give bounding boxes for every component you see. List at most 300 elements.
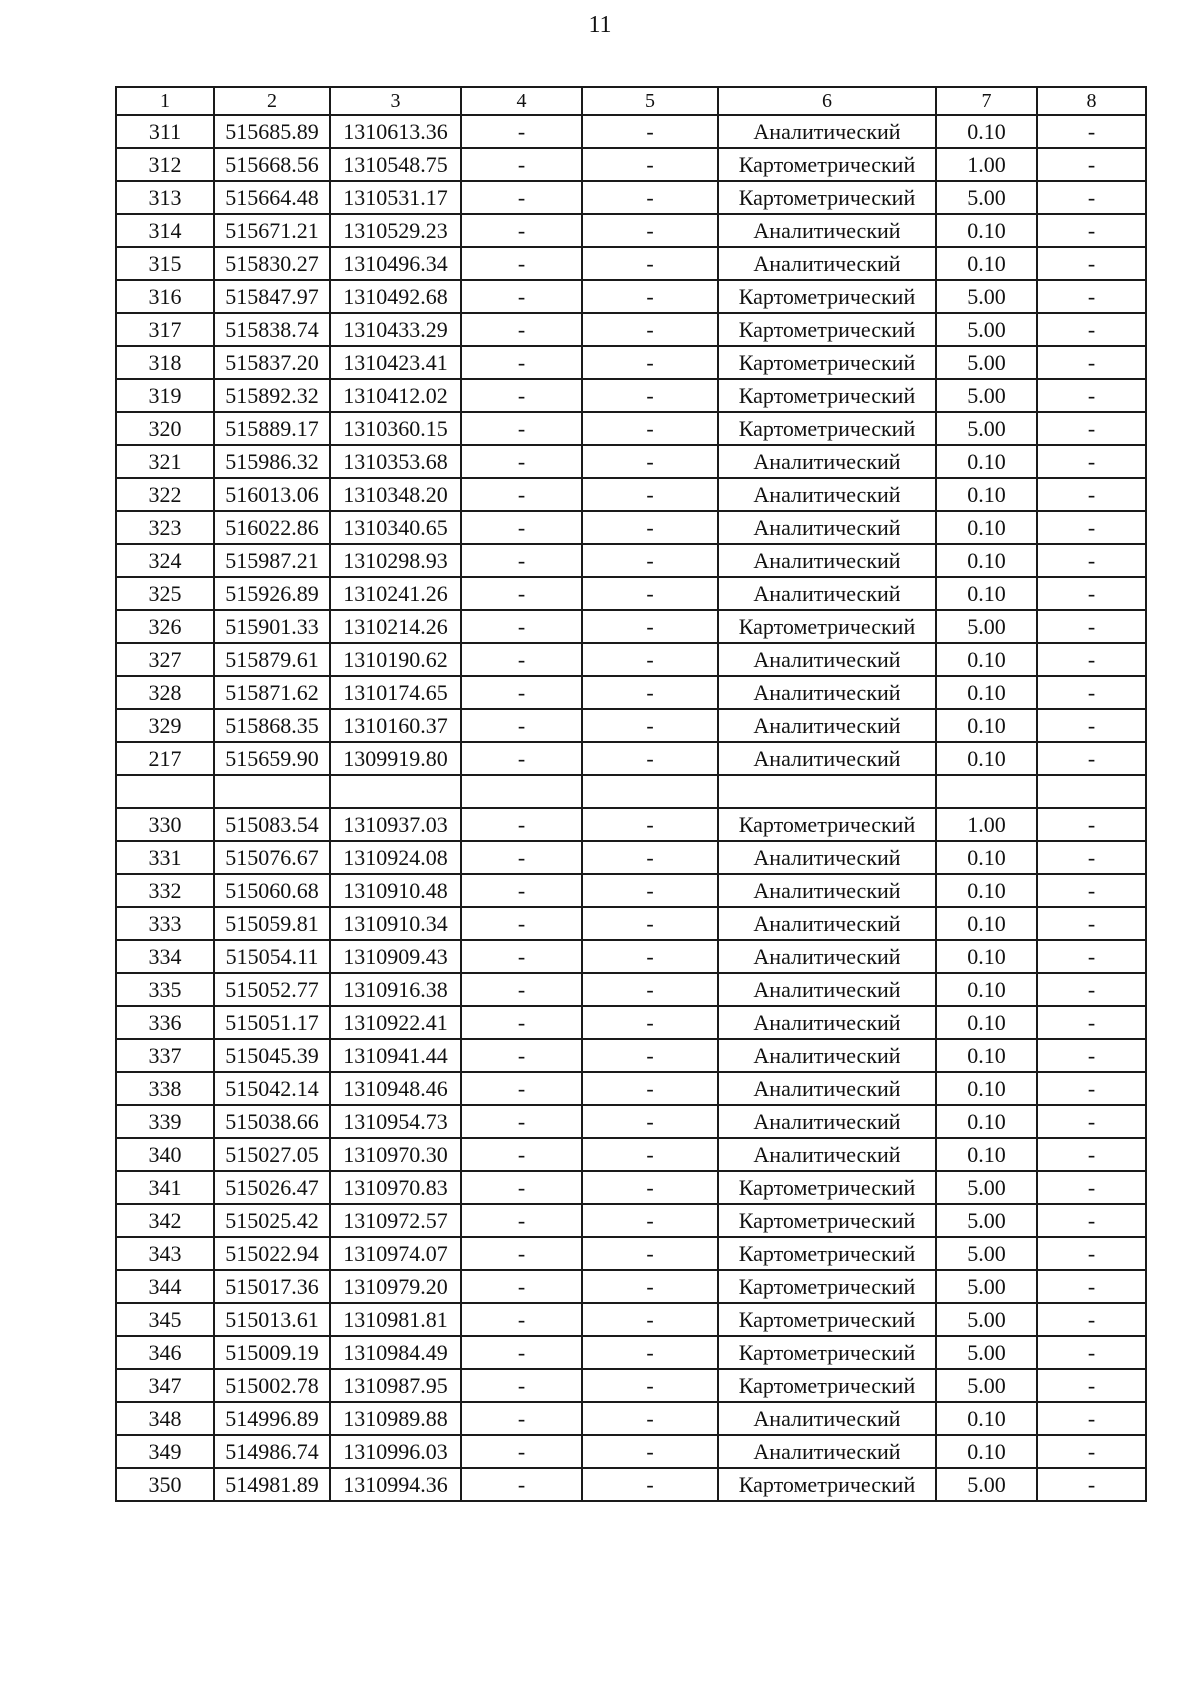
table-cell-col-3: 1310174.65 <box>330 676 461 709</box>
table-cell-col-6: Аналитический <box>718 643 936 676</box>
table-cell-col-2: 515060.68 <box>214 874 330 907</box>
table-row <box>116 1237 1146 1270</box>
table-cell-col-7: 0.10 <box>936 676 1037 709</box>
table-cell-col-8: - <box>1037 1468 1146 1501</box>
table-cell-col-8: - <box>1037 1303 1146 1336</box>
table-cell-col-7: 0.10 <box>936 1138 1037 1171</box>
table-cell-col-3: 1310613.36 <box>330 115 461 148</box>
table-row <box>116 1270 1146 1303</box>
table-cell-col-3: 1310412.02 <box>330 379 461 412</box>
table-cell-col-2: 514986.74 <box>214 1435 330 1468</box>
table-cell-col-2: 515837.20 <box>214 346 330 379</box>
table-cell-col-2: 515901.33 <box>214 610 330 643</box>
table-cell-col-6: Картометрический <box>718 346 936 379</box>
table-cell-col-2: 515926.89 <box>214 577 330 610</box>
table-cell-col-8: - <box>1037 511 1146 544</box>
table-cell-col-4: - <box>461 115 582 148</box>
table-cell-col-6: Аналитический <box>718 1435 936 1468</box>
table-cell-col-4: - <box>461 610 582 643</box>
table-cell-col-8: - <box>1037 577 1146 610</box>
table-cell-col-4: - <box>461 214 582 247</box>
table-row <box>116 379 1146 412</box>
table-cell-col-6 <box>718 775 936 808</box>
table-row <box>116 478 1146 511</box>
table-cell-col-5: - <box>582 148 718 181</box>
table-row <box>116 1072 1146 1105</box>
table-cell-col-6: Картометрический <box>718 1303 936 1336</box>
table-cell-col-4: - <box>461 643 582 676</box>
table-cell-col-7: 5.00 <box>936 1336 1037 1369</box>
table-cell-col-8: - <box>1037 1039 1146 1072</box>
table-cell-col-8: - <box>1037 1105 1146 1138</box>
table-cell-col-6: Аналитический <box>718 511 936 544</box>
table-cell-col-4: - <box>461 973 582 1006</box>
table-cell-col-4: - <box>461 1435 582 1468</box>
table-header-row <box>116 87 1146 115</box>
table-cell-col-8: - <box>1037 181 1146 214</box>
table-row <box>116 1336 1146 1369</box>
table-cell-col-3: 1310433.29 <box>330 313 461 346</box>
table-cell-col-3: 1310298.93 <box>330 544 461 577</box>
table-cell-col-8: - <box>1037 742 1146 775</box>
table-cell-col-5: - <box>582 544 718 577</box>
column-header-6: 6 <box>718 87 936 115</box>
table-cell-col-1: 319 <box>116 379 214 412</box>
table-cell-col-7: 0.10 <box>936 511 1037 544</box>
table-row <box>116 247 1146 280</box>
table-cell-col-1: 324 <box>116 544 214 577</box>
table-cell-col-3: 1310340.65 <box>330 511 461 544</box>
table-cell-col-2: 515892.32 <box>214 379 330 412</box>
table-cell-col-2: 515083.54 <box>214 808 330 841</box>
table-cell-col-4: - <box>461 907 582 940</box>
table-cell-col-6: Картометрический <box>718 1369 936 1402</box>
table-cell-col-6: Аналитический <box>718 115 936 148</box>
table-cell-col-3: 1310987.95 <box>330 1369 461 1402</box>
table-cell-col-2: 515025.42 <box>214 1204 330 1237</box>
table-cell-col-3: 1310970.83 <box>330 1171 461 1204</box>
table-cell-col-8: - <box>1037 676 1146 709</box>
table-cell-col-5: - <box>582 280 718 313</box>
table-cell-col-2: 515076.67 <box>214 841 330 874</box>
table-row <box>116 1204 1146 1237</box>
table-cell-col-7: 5.00 <box>936 181 1037 214</box>
table-cell-col-7: 5.00 <box>936 412 1037 445</box>
table-cell-col-1: 327 <box>116 643 214 676</box>
table-cell-col-3: 1309919.80 <box>330 742 461 775</box>
table-cell-col-2: 515002.78 <box>214 1369 330 1402</box>
table-row <box>116 610 1146 643</box>
table-cell-col-2: 516013.06 <box>214 478 330 511</box>
table-cell-col-3: 1310979.20 <box>330 1270 461 1303</box>
table-cell-col-3: 1310924.08 <box>330 841 461 874</box>
table-cell-col-8: - <box>1037 808 1146 841</box>
table-cell-col-3: 1310937.03 <box>330 808 461 841</box>
table-cell-col-6: Картометрический <box>718 610 936 643</box>
table-cell-col-6: Аналитический <box>718 742 936 775</box>
table-cell-col-6: Аналитический <box>718 247 936 280</box>
table-cell-col-8: - <box>1037 874 1146 907</box>
table-cell-col-1: 321 <box>116 445 214 478</box>
table-row <box>116 709 1146 742</box>
table-row <box>116 1468 1146 1501</box>
table-cell-col-8: - <box>1037 973 1146 1006</box>
table-cell-col-7: 0.10 <box>936 973 1037 1006</box>
table-cell-col-5: - <box>582 643 718 676</box>
table-cell-col-7: 0.10 <box>936 709 1037 742</box>
table-cell-col-4: - <box>461 841 582 874</box>
table-cell-col-2: 515052.77 <box>214 973 330 1006</box>
table-cell-col-5: - <box>582 313 718 346</box>
table-cell-col-6: Аналитический <box>718 1039 936 1072</box>
table-cell-col-6: Картометрический <box>718 379 936 412</box>
table-cell-col-8: - <box>1037 412 1146 445</box>
coordinates-table <box>115 86 1147 1502</box>
table-cell-col-8: - <box>1037 346 1146 379</box>
table-cell-col-7: 0.10 <box>936 907 1037 940</box>
table-cell-col-5: - <box>582 1237 718 1270</box>
table-cell-col-1: 318 <box>116 346 214 379</box>
table-cell-col-6: Картометрический <box>718 1270 936 1303</box>
table-cell-col-2 <box>214 775 330 808</box>
table-cell-col-1: 325 <box>116 577 214 610</box>
table-cell-col-1: 331 <box>116 841 214 874</box>
table-cell-col-8: - <box>1037 148 1146 181</box>
table-cell-col-3: 1310492.68 <box>330 280 461 313</box>
table-cell-col-3: 1310910.48 <box>330 874 461 907</box>
table-cell-col-7: 0.10 <box>936 874 1037 907</box>
table-cell-col-1: 340 <box>116 1138 214 1171</box>
table-cell-col-5: - <box>582 1204 718 1237</box>
table-cell-col-6: Аналитический <box>718 577 936 610</box>
table-cell-col-8: - <box>1037 643 1146 676</box>
table-cell-col-2: 515022.94 <box>214 1237 330 1270</box>
table-cell-col-8: - <box>1037 544 1146 577</box>
table-cell-col-2: 515889.17 <box>214 412 330 445</box>
table-cell-col-5: - <box>582 346 718 379</box>
table-cell-col-7: 5.00 <box>936 280 1037 313</box>
table-cell-col-2: 515671.21 <box>214 214 330 247</box>
table-cell-col-7: 1.00 <box>936 148 1037 181</box>
table-cell-col-8: - <box>1037 1435 1146 1468</box>
table-row <box>116 1105 1146 1138</box>
table-cell-col-3: 1310909.43 <box>330 940 461 973</box>
table-cell-col-1: 336 <box>116 1006 214 1039</box>
table-cell-col-5: - <box>582 1270 718 1303</box>
table-cell-col-7: 0.10 <box>936 940 1037 973</box>
table-row <box>116 280 1146 313</box>
table-cell-col-3: 1310954.73 <box>330 1105 461 1138</box>
table-cell-col-1: 332 <box>116 874 214 907</box>
table-row <box>116 511 1146 544</box>
table-cell-col-3: 1310970.30 <box>330 1138 461 1171</box>
table-cell-col-5: - <box>582 676 718 709</box>
table-row <box>116 313 1146 346</box>
table-row <box>116 874 1146 907</box>
table-cell-col-1: 342 <box>116 1204 214 1237</box>
table-cell-col-2: 515659.90 <box>214 742 330 775</box>
table-cell-col-3: 1310360.15 <box>330 412 461 445</box>
table-cell-col-5: - <box>582 610 718 643</box>
table-cell-col-3: 1310916.38 <box>330 973 461 1006</box>
column-header-2: 2 <box>214 87 330 115</box>
table-cell-col-7: 0.10 <box>936 643 1037 676</box>
table-cell-col-1: 312 <box>116 148 214 181</box>
table-cell-col-8: - <box>1037 379 1146 412</box>
table-cell-col-5: - <box>582 511 718 544</box>
table-cell-col-4: - <box>461 1468 582 1501</box>
table-cell-col-5: - <box>582 412 718 445</box>
table-cell-col-6: Картометрический <box>718 1204 936 1237</box>
table-cell-col-2: 515987.21 <box>214 544 330 577</box>
table-cell-col-7: 0.10 <box>936 1435 1037 1468</box>
table-cell-col-1: 349 <box>116 1435 214 1468</box>
table-cell-col-4: - <box>461 1237 582 1270</box>
table-cell-col-4: - <box>461 1369 582 1402</box>
table-cell-col-3: 1310548.75 <box>330 148 461 181</box>
table-cell-col-6: Картометрический <box>718 1171 936 1204</box>
table-cell-col-6: Аналитический <box>718 214 936 247</box>
table-cell-col-6: Аналитический <box>718 940 936 973</box>
table-cell-col-5: - <box>582 1303 718 1336</box>
table-cell-col-7: 0.10 <box>936 577 1037 610</box>
table-cell-col-1: 320 <box>116 412 214 445</box>
table-cell-col-3: 1310984.49 <box>330 1336 461 1369</box>
table-cell-col-5: - <box>582 181 718 214</box>
table-cell-col-7: 0.10 <box>936 115 1037 148</box>
table-cell-col-2: 515879.61 <box>214 643 330 676</box>
table-cell-col-6: Аналитический <box>718 709 936 742</box>
table-cell-col-4: - <box>461 1270 582 1303</box>
table-cell-col-8: - <box>1037 1237 1146 1270</box>
table-cell-col-5: - <box>582 742 718 775</box>
table-cell-col-6: Аналитический <box>718 1072 936 1105</box>
table-cell-col-8: - <box>1037 1072 1146 1105</box>
table-cell-col-6: Аналитический <box>718 445 936 478</box>
table-cell-col-8: - <box>1037 445 1146 478</box>
table-cell-col-1: 344 <box>116 1270 214 1303</box>
table-cell-col-1: 335 <box>116 973 214 1006</box>
table-cell-col-4: - <box>461 1039 582 1072</box>
table-cell-col-6: Картометрический <box>718 313 936 346</box>
table-cell-col-1: 345 <box>116 1303 214 1336</box>
table-cell-col-1: 313 <box>116 181 214 214</box>
table-cell-col-5: - <box>582 1402 718 1435</box>
table-cell-col-1: 217 <box>116 742 214 775</box>
table-cell-col-8: - <box>1037 1138 1146 1171</box>
table-cell-col-1: 315 <box>116 247 214 280</box>
table-cell-col-8: - <box>1037 1402 1146 1435</box>
table-cell-col-5: - <box>582 247 718 280</box>
table-cell-col-2: 514996.89 <box>214 1402 330 1435</box>
table-cell-col-2: 516022.86 <box>214 511 330 544</box>
table-cell-col-3: 1310972.57 <box>330 1204 461 1237</box>
table-cell-col-4 <box>461 775 582 808</box>
table-cell-col-8: - <box>1037 907 1146 940</box>
table-cell-col-5: - <box>582 1006 718 1039</box>
table-cell-col-5: - <box>582 214 718 247</box>
table-cell-col-2: 515017.36 <box>214 1270 330 1303</box>
table-cell-col-7: 5.00 <box>936 1270 1037 1303</box>
table-cell-col-3: 1310214.26 <box>330 610 461 643</box>
table-separator-row <box>116 775 1146 808</box>
table-cell-col-4: - <box>461 313 582 346</box>
table-cell-col-5 <box>582 775 718 808</box>
table-cell-col-4: - <box>461 1303 582 1336</box>
table-cell-col-3: 1310496.34 <box>330 247 461 280</box>
table-row <box>116 445 1146 478</box>
table-cell-col-6: Картометрический <box>718 280 936 313</box>
table-row <box>116 1171 1146 1204</box>
table-cell-col-2: 515027.05 <box>214 1138 330 1171</box>
table-cell-col-2: 515059.81 <box>214 907 330 940</box>
table-cell-col-3: 1310981.81 <box>330 1303 461 1336</box>
table-cell-col-4: - <box>461 874 582 907</box>
table-cell-col-5: - <box>582 874 718 907</box>
table-cell-col-2: 515830.27 <box>214 247 330 280</box>
table-cell-col-2: 515009.19 <box>214 1336 330 1369</box>
table-cell-col-7: 0.10 <box>936 1006 1037 1039</box>
table-cell-col-4: - <box>461 1138 582 1171</box>
table-cell-col-7: 5.00 <box>936 379 1037 412</box>
table-cell-col-7: 5.00 <box>936 1369 1037 1402</box>
table-cell-col-1: 339 <box>116 1105 214 1138</box>
table-cell-col-7: 0.10 <box>936 1072 1037 1105</box>
table-cell-col-4: - <box>461 1105 582 1138</box>
table-cell-col-3: 1310974.07 <box>330 1237 461 1270</box>
table-row <box>116 973 1146 1006</box>
table-row <box>116 643 1146 676</box>
table-cell-col-8: - <box>1037 478 1146 511</box>
table-cell-col-3: 1310989.88 <box>330 1402 461 1435</box>
table-cell-col-4: - <box>461 676 582 709</box>
table-cell-col-1: 322 <box>116 478 214 511</box>
table-cell-col-8: - <box>1037 940 1146 973</box>
table-cell-col-4: - <box>461 1336 582 1369</box>
table-cell-col-4: - <box>461 742 582 775</box>
table-row <box>116 1435 1146 1468</box>
table-cell-col-7: 1.00 <box>936 808 1037 841</box>
table-row <box>116 412 1146 445</box>
table-cell-col-2: 515013.61 <box>214 1303 330 1336</box>
table-cell-col-2: 515026.47 <box>214 1171 330 1204</box>
table-cell-col-7: 0.10 <box>936 247 1037 280</box>
table-cell-col-8: - <box>1037 610 1146 643</box>
table-cell-col-5: - <box>582 577 718 610</box>
table-cell-col-7: 0.10 <box>936 1105 1037 1138</box>
table-cell-col-2: 515868.35 <box>214 709 330 742</box>
column-header-7: 7 <box>936 87 1037 115</box>
table-row <box>116 1006 1146 1039</box>
table-cell-col-1: 348 <box>116 1402 214 1435</box>
table-body <box>116 87 1146 1501</box>
table-cell-col-4: - <box>461 808 582 841</box>
table-cell-col-6: Аналитический <box>718 676 936 709</box>
table-cell-col-1: 346 <box>116 1336 214 1369</box>
table-cell-col-8: - <box>1037 1369 1146 1402</box>
table-cell-col-3: 1310241.26 <box>330 577 461 610</box>
table-cell-col-6: Аналитический <box>718 1105 936 1138</box>
table-cell-col-4: - <box>461 379 582 412</box>
table-cell-col-4: - <box>461 1402 582 1435</box>
table-cell-col-3: 1310353.68 <box>330 445 461 478</box>
table-cell-col-8: - <box>1037 1006 1146 1039</box>
table-cell-col-2: 515847.97 <box>214 280 330 313</box>
table-cell-col-4: - <box>461 247 582 280</box>
table-cell-col-1: 316 <box>116 280 214 313</box>
column-header-1: 1 <box>116 87 214 115</box>
table-cell-col-4: - <box>461 280 582 313</box>
table-cell-col-3: 1310160.37 <box>330 709 461 742</box>
table-cell-col-1: 329 <box>116 709 214 742</box>
table-cell-col-3: 1310922.41 <box>330 1006 461 1039</box>
table-cell-col-2: 515051.17 <box>214 1006 330 1039</box>
table-cell-col-3: 1310996.03 <box>330 1435 461 1468</box>
table-cell-col-1: 337 <box>116 1039 214 1072</box>
table-cell-col-4: - <box>461 478 582 511</box>
table-cell-col-4: - <box>461 1204 582 1237</box>
table-row <box>116 181 1146 214</box>
table-cell-col-8: - <box>1037 1204 1146 1237</box>
table-cell-col-5: - <box>582 841 718 874</box>
table-cell-col-4: - <box>461 1006 582 1039</box>
table-cell-col-7: 5.00 <box>936 1237 1037 1270</box>
table-row <box>116 1138 1146 1171</box>
table-cell-col-6: Картометрический <box>718 808 936 841</box>
table-row <box>116 544 1146 577</box>
table-cell-col-5: - <box>582 1336 718 1369</box>
table-cell-col-1: 326 <box>116 610 214 643</box>
table-cell-col-5: - <box>582 379 718 412</box>
table-cell-col-4: - <box>461 511 582 544</box>
table-cell-col-5: - <box>582 907 718 940</box>
table-cell-col-7: 5.00 <box>936 1303 1037 1336</box>
table-cell-col-4: - <box>461 1171 582 1204</box>
table-row <box>116 1303 1146 1336</box>
table-cell-col-2: 515986.32 <box>214 445 330 478</box>
table-cell-col-7: 0.10 <box>936 742 1037 775</box>
table-cell-col-4: - <box>461 544 582 577</box>
table-cell-col-6: Картометрический <box>718 1336 936 1369</box>
table-row <box>116 214 1146 247</box>
table-cell-col-7: 0.10 <box>936 214 1037 247</box>
table-cell-col-5: - <box>582 709 718 742</box>
table-cell-col-1: 350 <box>116 1468 214 1501</box>
table-cell-col-1: 317 <box>116 313 214 346</box>
table-cell-col-7: 5.00 <box>936 610 1037 643</box>
table-cell-col-7: 5.00 <box>936 346 1037 379</box>
table-cell-col-6: Картометрический <box>718 1468 936 1501</box>
table-cell-col-3: 1310423.41 <box>330 346 461 379</box>
table-cell-col-5: - <box>582 1171 718 1204</box>
table-cell-col-4: - <box>461 445 582 478</box>
table-cell-col-1: 314 <box>116 214 214 247</box>
table-cell-col-7: 0.10 <box>936 841 1037 874</box>
table-cell-col-5: - <box>582 940 718 973</box>
table-cell-col-3: 1310994.36 <box>330 1468 461 1501</box>
table-cell-col-7: 5.00 <box>936 313 1037 346</box>
table-row <box>116 676 1146 709</box>
table-cell-col-7: 5.00 <box>936 1204 1037 1237</box>
table-cell-col-6: Аналитический <box>718 973 936 1006</box>
table-cell-col-1: 328 <box>116 676 214 709</box>
table-cell-col-6: Картометрический <box>718 412 936 445</box>
table-cell-col-1: 343 <box>116 1237 214 1270</box>
table-cell-col-1: 333 <box>116 907 214 940</box>
table-cell-col-6: Аналитический <box>718 478 936 511</box>
table-cell-col-4: - <box>461 148 582 181</box>
table-cell-col-2: 515838.74 <box>214 313 330 346</box>
